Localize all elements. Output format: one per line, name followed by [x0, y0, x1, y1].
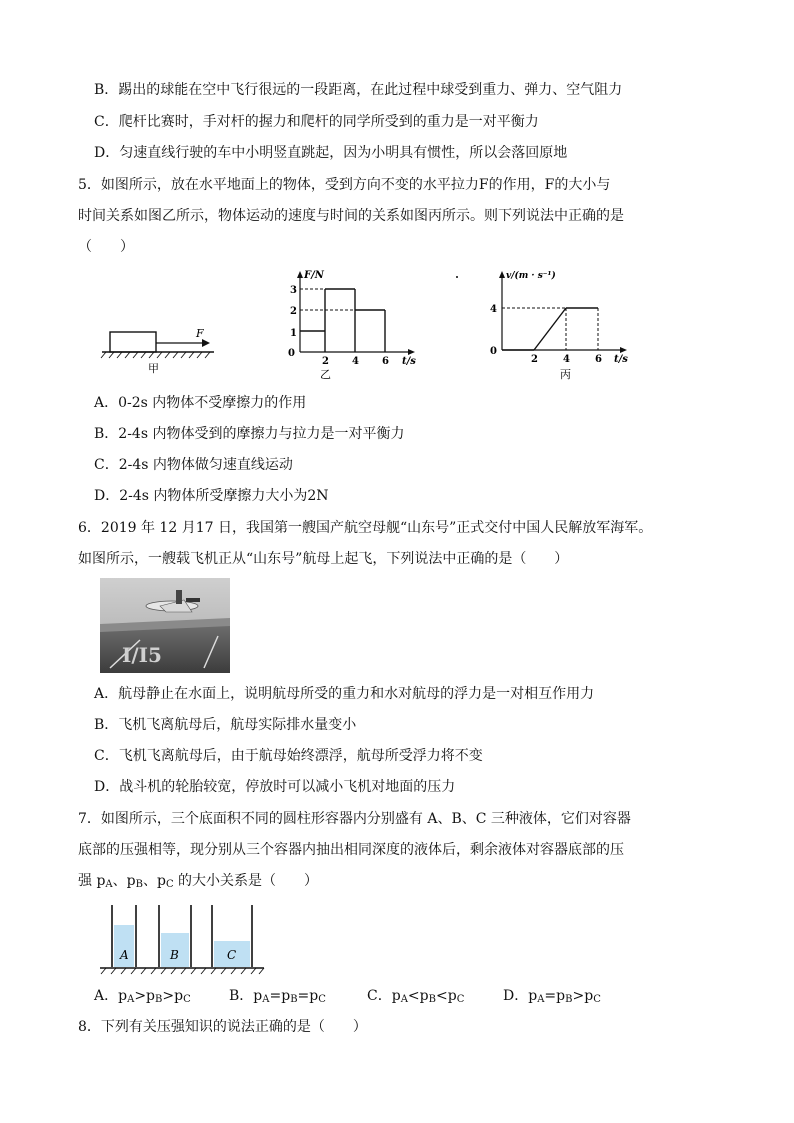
- q7-stem-line2: 底部的压强相等，现分别从三个容器内抽出相同深度的液体后，剩余液体对容器底部的压: [78, 842, 624, 858]
- q7-option-a: A．$p_A>p_B>p_C$: [94, 988, 191, 1005]
- figure-caption-bing: 丙: [560, 368, 571, 380]
- y-axis-arrow: [297, 271, 303, 278]
- q5-figure-yi: [280, 268, 428, 380]
- force-curve: [300, 289, 385, 352]
- q5-option-d: D．2-4s 内物体所受摩擦力大小为2N: [94, 488, 329, 504]
- x-axis-label: t/s: [402, 356, 416, 367]
- container-label-b: B: [170, 948, 179, 962]
- q8-stem-line1: 8．下列有关压强知识的说法正确的是（ ）: [78, 1019, 367, 1035]
- q7-stem-line3: 强 $p_A$、$p_B$、$p_C$ 的大小关系是（ ）: [78, 873, 319, 890]
- ground-hatch: [101, 352, 210, 358]
- q7-option-c: C．$p_A<p_B<p_C$: [367, 988, 465, 1005]
- force-label: F: [196, 327, 204, 340]
- q6-stem-line2: 如图所示，一艘载飞机正从“山东号”航母上起飞，下列说法中正确的是（ ）: [78, 551, 569, 567]
- y-tick-3: 3: [290, 285, 297, 296]
- q6-carrier-photo: [100, 578, 230, 673]
- guide-lines: [300, 289, 355, 310]
- q6-option-d: D．战斗机的轮胎较宽，停放时可以减小飞机对地面的压力: [94, 779, 456, 795]
- x-tick-2: 2: [322, 356, 329, 367]
- x-axis-arrow: [620, 347, 627, 353]
- x-tick-6: 6: [595, 354, 602, 365]
- x-axis-label: t/s: [614, 354, 628, 365]
- y-axis-arrow: [499, 271, 505, 278]
- q7-containers-figure: [98, 903, 268, 975]
- q5-stem-line2: 时间关系如图乙所示，物体运动的速度与时间的关系如图丙所示。则下列说法中正确的是: [78, 208, 624, 224]
- container-label-c: C: [227, 948, 237, 962]
- q6-stem-line1: 6．2019 年 12 月17 日，我国第一艘国产航空母舰“山东号”正式交付中国人民解放军海军。: [78, 520, 653, 536]
- container-label-a: A: [120, 948, 129, 962]
- q6-option-a: A．航母静止在水面上，说明航母所受的重力和水对航母的浮力是一对相互作用力: [94, 686, 595, 702]
- origin-label: 0: [490, 346, 497, 357]
- q7-option-d: D．$p_A=p_B>p_C$: [503, 988, 601, 1005]
- origin-label: 0: [288, 348, 295, 359]
- y-axis-label: F/N: [304, 270, 324, 281]
- x-tick-6: 6: [382, 356, 389, 367]
- scan-dot: [456, 276, 458, 278]
- x-tick-4: 4: [563, 354, 570, 365]
- y-tick-4: 4: [490, 304, 497, 315]
- floor-hatch: [101, 968, 264, 974]
- x-axis-arrow: [408, 349, 415, 355]
- block: [110, 332, 156, 352]
- x-tick-2: 2: [531, 354, 538, 365]
- q5-option-a: A．0-2s 内物体不受摩擦力的作用: [94, 395, 307, 411]
- figure-caption-yi: 乙: [320, 368, 331, 380]
- q5-answer-paren: （ ）: [78, 239, 134, 255]
- q5-option-b: B．2-4s 内物体受到的摩擦力与拉力是一对平衡力: [94, 426, 405, 442]
- x-tick-4: 4: [352, 356, 359, 367]
- force-arrowhead: [202, 339, 210, 347]
- y-axis-label: v/(m · s⁻¹): [506, 271, 556, 281]
- q4-option-c: C．爬杆比赛时，手对杆的握力和爬杆的同学所受到的重力是一对平衡力: [94, 114, 539, 130]
- q6-option-b: B．飞机飞离航母后，航母实际排水量变小: [94, 717, 357, 733]
- q5-figure-jia: [98, 318, 222, 376]
- q5-figure-bing: [478, 268, 638, 380]
- deck-number: I/I5: [122, 643, 162, 667]
- q6-option-c: C．飞机飞离航母后，由于航母始终漂浮，航母所受浮力将不变: [94, 748, 483, 764]
- figure-caption-jia: 甲: [148, 362, 159, 375]
- velocity-curve: [502, 308, 598, 350]
- q4-option-d: D．匀速直线行驶的车中小明竖直跳起，因为小明具有惯性，所以会落回原地: [94, 145, 568, 161]
- y-tick-1: 1: [290, 328, 297, 339]
- q7-stem-line1: 7．如图所示，三个底面积不同的圆柱形容器内分别盛有 A、B、C 三种液体，它们对容器: [78, 811, 631, 827]
- y-tick-2: 2: [290, 306, 297, 317]
- q5-stem-line1: 5．如图所示，放在水平地面上的物体，受到方向不变的水平拉力F的作用，F的大小与: [78, 177, 611, 193]
- q5-option-c: C．2-4s 内物体做匀速直线运动: [94, 457, 293, 473]
- q4-option-b: B．踢出的球能在空中飞行很远的一段距离，在此过程中球受到重力、弹力、空气阻力: [94, 82, 623, 98]
- q7-option-b: B．$p_A=p_B=p_C$: [229, 988, 326, 1005]
